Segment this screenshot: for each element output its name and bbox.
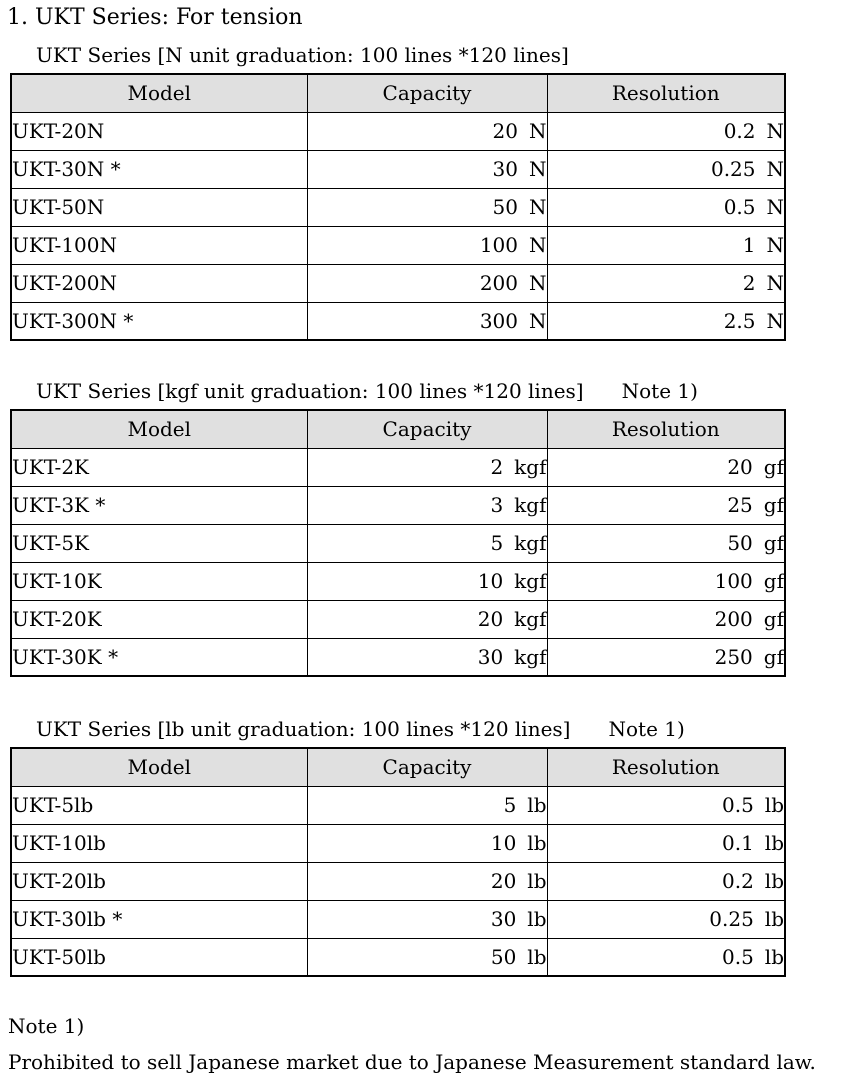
table-row — [11, 938, 785, 976]
resolution-value: 2.5 — [723, 308, 756, 333]
resolution-cell — [547, 150, 785, 188]
capacity-value: 20 — [492, 119, 518, 143]
capacity-cell — [307, 188, 547, 226]
spec-table-n-unit — [10, 73, 786, 341]
table-row — [11, 900, 785, 938]
spec-table-lb-unit — [10, 747, 786, 977]
capacity-unit: kgf — [514, 607, 547, 631]
capacity-value: 50 — [490, 944, 517, 969]
capacity-unit: lb — [527, 831, 547, 855]
capacity-cell — [307, 862, 547, 900]
table-row — [11, 112, 785, 150]
section-lb-unit — [0, 716, 846, 977]
table-row — [11, 486, 785, 524]
resolution-cell — [547, 562, 785, 600]
resolution-unit: gf — [763, 455, 784, 479]
capacity-cell — [307, 112, 547, 150]
resolution-unit: gf — [763, 531, 784, 555]
resolution-unit: gf — [763, 493, 784, 517]
capacity-value: 5 — [503, 793, 517, 817]
model-cell: UKT-50N — [11, 188, 307, 226]
resolution-value: 200 — [714, 607, 753, 631]
capacity-cell — [307, 302, 547, 340]
table-row — [11, 448, 785, 486]
model-cell: UKT-10K — [11, 562, 307, 600]
model-cell: UKT-2K — [11, 448, 307, 486]
subtitle-text: UKT Series [kgf unit graduation: 100 lines *120 lines] — [36, 379, 584, 403]
capacity-unit: kgf — [514, 644, 547, 669]
capacity-cell — [307, 226, 547, 264]
resolution-value: 0.25 — [709, 907, 754, 931]
capacity-cell — [307, 486, 547, 524]
model-cell: UKT-30N * — [11, 150, 307, 188]
table-row — [11, 824, 785, 862]
capacity-unit: kgf — [514, 455, 547, 479]
capacity-unit: lb — [527, 944, 547, 969]
resolution-value: 0.2 — [723, 119, 756, 143]
table-row — [11, 600, 785, 638]
capacity-unit: N — [529, 271, 547, 295]
page-title: 1. UKT Series: For tension — [7, 5, 303, 30]
capacity-value: 5 — [490, 531, 504, 555]
resolution-value: 1 — [742, 233, 756, 257]
resolution-cell — [547, 786, 785, 824]
resolution-unit: N — [766, 195, 784, 219]
spec-table-kgf-unit — [10, 409, 786, 677]
capacity-cell — [307, 524, 547, 562]
section-kgf-unit — [0, 378, 846, 677]
capacity-cell — [307, 938, 547, 976]
resolution-cell — [547, 302, 785, 340]
capacity-unit: lb — [527, 793, 547, 817]
model-cell: UKT-300N * — [11, 302, 307, 340]
resolution-unit: gf — [763, 644, 784, 669]
table-row — [11, 562, 785, 600]
table-row — [11, 524, 785, 562]
subtitle-text: UKT Series [lb unit graduation: 100 lines *120 lines] — [36, 717, 571, 741]
table-row — [11, 786, 785, 824]
capacity-unit: N — [529, 195, 547, 219]
model-cell: UKT-200N — [11, 264, 307, 302]
capacity-cell — [307, 786, 547, 824]
resolution-unit: lb — [764, 907, 784, 931]
resolution-cell — [547, 862, 785, 900]
model-cell: UKT-5lb — [11, 786, 307, 824]
capacity-value: 10 — [490, 831, 517, 855]
capacity-unit: lb — [527, 869, 547, 893]
column-header-model: Model — [11, 410, 307, 448]
capacity-cell — [307, 638, 547, 676]
resolution-cell — [547, 486, 785, 524]
capacity-unit: kgf — [514, 493, 547, 517]
subtitle-text: UKT Series [N unit graduation: 100 lines *120 lines] — [36, 43, 569, 67]
section-subtitle-lb — [36, 716, 846, 742]
resolution-value: 0.5 — [721, 793, 754, 817]
capacity-value: 30 — [492, 157, 518, 181]
model-cell: UKT-5K — [11, 524, 307, 562]
capacity-unit: N — [529, 157, 547, 181]
resolution-unit: N — [766, 271, 784, 295]
capacity-unit: kgf — [514, 569, 547, 593]
resolution-unit: lb — [764, 869, 784, 893]
column-header-capacity: Capacity — [307, 410, 547, 448]
header-row — [11, 748, 785, 786]
resolution-value: 50 — [727, 531, 753, 555]
column-header-resolution: Resolution — [547, 748, 785, 786]
capacity-unit: lb — [527, 907, 547, 931]
table-row — [11, 638, 785, 676]
footer-note-text: Prohibited to sell Japanese market due to Japanese Measurement standard law. — [8, 1050, 816, 1074]
capacity-value: 10 — [477, 569, 504, 593]
model-cell: UKT-10lb — [11, 824, 307, 862]
resolution-value: 20 — [727, 455, 753, 479]
capacity-cell — [307, 600, 547, 638]
resolution-value: 0.2 — [721, 869, 754, 893]
resolution-unit: gf — [763, 607, 784, 631]
section-subtitle-n — [36, 42, 846, 68]
section-subtitle-kgf — [36, 378, 846, 404]
resolution-unit: N — [766, 233, 784, 257]
table-header — [11, 74, 785, 112]
resolution-cell — [547, 264, 785, 302]
capacity-value: 100 — [479, 233, 518, 257]
capacity-value: 20 — [477, 607, 504, 631]
capacity-value: 30 — [477, 644, 504, 669]
resolution-unit: N — [766, 119, 784, 143]
resolution-value: 0.25 — [710, 157, 756, 181]
resolution-value: 250 — [714, 644, 753, 669]
column-header-model: Model — [11, 74, 307, 112]
capacity-cell — [307, 264, 547, 302]
capacity-cell — [307, 150, 547, 188]
table-header — [11, 410, 785, 448]
resolution-unit: lb — [764, 831, 784, 855]
column-header-capacity: Capacity — [307, 748, 547, 786]
resolution-cell — [547, 448, 785, 486]
resolution-value: 0.5 — [723, 195, 756, 219]
capacity-value: 20 — [490, 869, 517, 893]
resolution-value: 100 — [714, 569, 753, 593]
capacity-value: 300 — [479, 308, 518, 333]
capacity-cell — [307, 900, 547, 938]
resolution-value: 2 — [742, 271, 756, 295]
resolution-cell — [547, 900, 785, 938]
capacity-value: 200 — [479, 271, 518, 295]
column-header-resolution: Resolution — [547, 74, 785, 112]
column-header-model: Model — [11, 748, 307, 786]
capacity-cell — [307, 824, 547, 862]
resolution-unit: lb — [764, 944, 784, 969]
resolution-unit: lb — [764, 793, 784, 817]
note-reference: Note 1) — [621, 379, 698, 403]
table-row — [11, 862, 785, 900]
note-reference: Note 1) — [608, 717, 685, 741]
model-cell: UKT-50lb — [11, 938, 307, 976]
resolution-cell — [547, 938, 785, 976]
table-header — [11, 748, 785, 786]
column-header-capacity: Capacity — [307, 74, 547, 112]
resolution-value: 0.1 — [721, 831, 754, 855]
resolution-unit: N — [766, 157, 784, 181]
model-cell: UKT-30lb * — [11, 900, 307, 938]
capacity-value: 3 — [490, 493, 504, 517]
resolution-value: 0.5 — [721, 944, 754, 969]
resolution-cell — [547, 524, 785, 562]
resolution-cell — [547, 112, 785, 150]
capacity-unit: N — [529, 308, 547, 333]
capacity-value: 2 — [490, 455, 504, 479]
header-row — [11, 74, 785, 112]
resolution-unit: gf — [763, 569, 784, 593]
capacity-cell — [307, 562, 547, 600]
footer-note — [8, 1013, 846, 1075]
table-row — [11, 188, 785, 226]
model-cell: UKT-3K * — [11, 486, 307, 524]
capacity-unit: N — [529, 233, 547, 257]
model-cell: UKT-20lb — [11, 862, 307, 900]
resolution-cell — [547, 226, 785, 264]
capacity-unit: N — [529, 119, 547, 143]
capacity-unit: kgf — [514, 531, 547, 555]
table-row — [11, 264, 785, 302]
model-cell: UKT-100N — [11, 226, 307, 264]
resolution-unit: N — [766, 308, 784, 333]
resolution-cell — [547, 638, 785, 676]
model-cell: UKT-20K — [11, 600, 307, 638]
model-cell: UKT-30K * — [11, 638, 307, 676]
resolution-value: 25 — [727, 493, 753, 517]
resolution-cell — [547, 188, 785, 226]
column-header-resolution: Resolution — [547, 410, 785, 448]
table-row — [11, 226, 785, 264]
table-row — [11, 150, 785, 188]
footer-note-title: Note 1) — [8, 1014, 85, 1038]
model-cell: UKT-20N — [11, 112, 307, 150]
section-n-unit — [0, 42, 846, 341]
capacity-value: 50 — [492, 195, 518, 219]
capacity-cell — [307, 448, 547, 486]
resolution-cell — [547, 600, 785, 638]
table-row — [11, 302, 785, 340]
capacity-value: 30 — [490, 907, 517, 931]
resolution-cell — [547, 824, 785, 862]
header-row — [11, 410, 785, 448]
